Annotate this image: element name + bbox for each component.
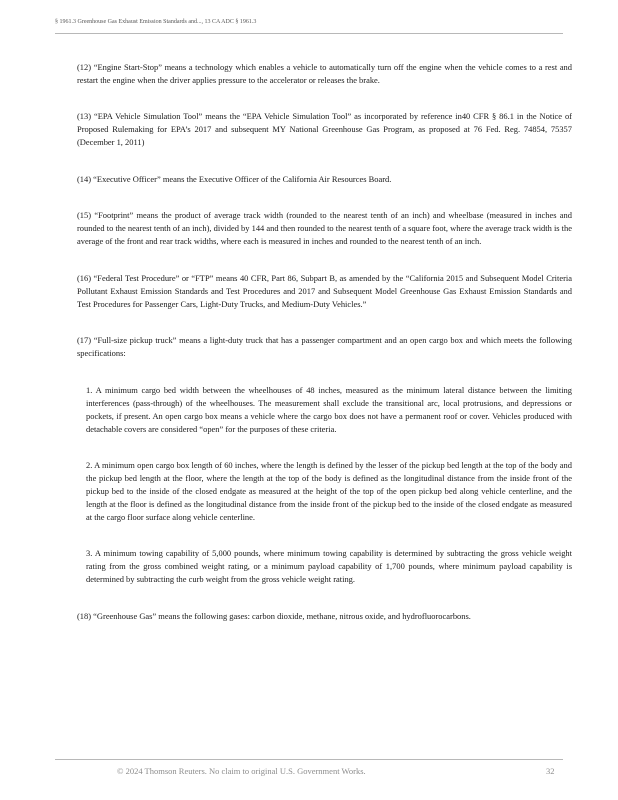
page-number: 32	[546, 766, 555, 776]
footer-copyright: © 2024 Thomson Reuters. No claim to original U.S. Government Works.	[117, 766, 366, 776]
running-header: § 1961.3 Greenhouse Gas Exhaust Emission Standards and..., 13 CA ADC § 1961.3	[55, 19, 257, 25]
document-body	[77, 61, 572, 623]
subparagraph-1-cargo-bed-width: 1. A minimum cargo bed width between the wheelhouses of 48 inches, measured as the minimum lateral distance between the limiting interferences (pass-through) of the wheelhouses. The measurement shall exclude the transitional arc, local protrusions, and depressions or pockets, if present. An open cargo box means a vehicle where the cargo box does not have a permanent roof or cover. Vehicles produced with detachable covers are considered “open” for the purposes of these criteria.	[86, 385, 572, 434]
paragraph-15-footprint: (15) “Footprint” means the product of average track width (rounded to the nearest tenth of an inch) and wheelbase (measured in inches and rounded to the nearest tenth of an inch), divided by 144 and then rounded to the nearest tenth of a square foot, where the average track width is the average of the front and rear track widths, where each is measured in inches and rounded to the nearest tenth of an inch.	[77, 210, 572, 246]
paragraph-14-executive-officer: (14) “Executive Officer” means the Executive Officer of the California Air Resources Board.	[77, 174, 392, 184]
footer-divider	[55, 759, 563, 760]
paragraph-13-epa-vehicle-simulation-tool: (13) “EPA Vehicle Simulation Tool” means the “EPA Vehicle Simulation Tool” as incorporated by reference in40 CFR § 86.1 in the Notice of Proposed Rulemaking for EPA’s 2017 and subsequent MY National Greenhouse Gas Program, as proposed at 76 Fed. Reg. 74854, 75357 (December 1, 2011)	[77, 111, 572, 147]
paragraph-16-federal-test-procedure: (16) “Federal Test Procedure” or “FTP” means 40 CFR, Part 86, Subpart B, as amended by the “California 2015 and Subsequent Model Criteria Pollutant Exhaust Emission Standards and Test Procedures and 2017 and Subsequent Model Greenhouse Gas Exhaust Emission Standards and Test Procedures for Passenger Cars, Light-Duty Trucks, and Medium-Duty Vehicles.”	[77, 273, 572, 309]
header-divider	[55, 33, 563, 34]
subparagraph-2-cargo-box-length: 2. A minimum open cargo box length of 60 inches, where the length is defined by the lesser of the pickup bed length at the top of the body and the pickup bed length at the floor, where the length at the top of the body is defined as the longitudinal distance from the inside front of the pickup bed to the inside of the closed endgate as measured at the height of the top of the open pickup bed along vehicle centerline, and the length at the floor is defined as the longitudinal distance from the inside front of the pickup bed to the inside of the closed endgate as measured at the cargo floor surface along vehicle centerline.	[86, 460, 572, 522]
paragraph-12-engine-start-stop: (12) “Engine Start-Stop” means a technology which enables a vehicle to automatically turn off the engine when the vehicle comes to a rest and restart the engine when the driver applies pressure to the accelerator or releases the brake.	[77, 62, 572, 85]
subparagraph-3-towing-capability: 3. A minimum towing capability of 5,000 pounds, where minimum towing capability is determined by subtracting the gross vehicle weight rating from the gross combined weight rating, or a minimum payload capability of 1,700 pounds, where minimum payload capability is determined by subtracting the curb weight from the gross vehicle weight rating.	[86, 548, 572, 584]
paragraph-18-greenhouse-gas: (18) “Greenhouse Gas” means the following gases: carbon dioxide, methane, nitrous oxide, and hydrofluorocarbons.	[77, 611, 471, 621]
paragraph-17-full-size-pickup-truck: (17) “Full-size pickup truck” means a light-duty truck that has a passenger compartment and an open cargo box and which meets the following specifications:	[77, 335, 572, 358]
